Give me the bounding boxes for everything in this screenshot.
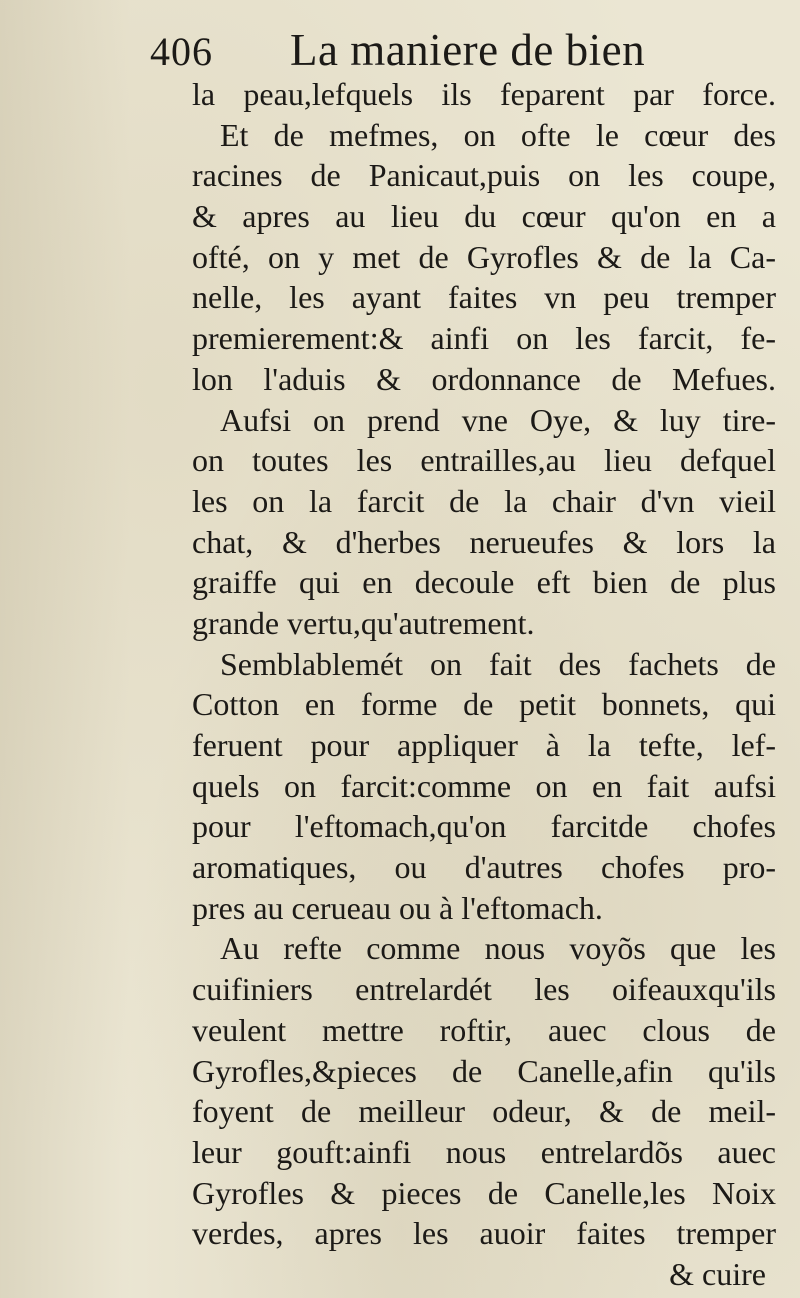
text-line: foyent de meilleur odeur, & de meil-: [192, 1093, 776, 1130]
text-line: feruent pour appliquer à la tefte, lef-: [192, 727, 776, 763]
page-fold-shadow: [0, 0, 130, 1298]
catchword: & cuire: [669, 1255, 766, 1292]
text-line: veulent mettre roftir, auec clous de: [192, 1011, 776, 1048]
text-line: leur gouft:ainfi nous entrelardõs auec: [192, 1133, 776, 1170]
text-line: lon l'aduis & ordonnance de Mefues.: [192, 360, 776, 397]
text-line: & apres au lieu du cœur qu'on en a: [192, 198, 776, 235]
text-line: grande vertu,qu'autrement.: [192, 604, 535, 641]
page-number: 406: [150, 29, 213, 74]
text-line: pres au cerueau ou à l'eftomach.: [192, 889, 603, 926]
text-line: chat, & d'herbes nerueufes & lors la: [192, 523, 776, 560]
text-line: Aufsi on prend vne Oye, & luy tire-: [220, 401, 776, 438]
text-line: nelle, les ayant faites vn peu tremper: [192, 279, 776, 316]
text-line: pour l'eftomach,qu'on farcitde chofes: [192, 808, 776, 845]
text-line: Gyrofles & pieces de Canelle,les Noix: [192, 1174, 776, 1211]
text-line: racines de Panicaut,puis on les coupe,: [192, 157, 776, 194]
text-line: ofté, on y met de Gyrofles & de la Ca-: [192, 238, 776, 275]
text-line: Gyrofles,&pieces de Canelle,afin qu'ils: [192, 1052, 776, 1089]
text-line: on toutes les entrailles,au lieu defquel: [192, 442, 776, 479]
body-text: [192, 74, 776, 1295]
text-line: graiffe qui en decoule eft bien de plus: [192, 564, 776, 601]
text-line: quels on farcit:comme on en fait aufsi: [192, 767, 776, 804]
text-line: cuifiniers entrelardét les oifeauxqu'ils: [192, 971, 776, 1008]
running-head: La maniere de bien: [290, 25, 646, 75]
text-line: premierement:& ainfi on les farcit, fe-: [192, 320, 776, 357]
page-header: [150, 14, 710, 80]
text-line: les on la farcit de la chair d'vn vieil: [192, 482, 776, 519]
text-line: aromatiques, ou d'autres chofes pro-: [192, 849, 776, 886]
text-line: Et de mefmes, on ofte le cœur des: [220, 116, 776, 153]
text-line: la peau,lefquels ils feparent par force.: [192, 76, 776, 112]
text-line: Semblablemét on fait des fachets de: [220, 645, 776, 682]
text-line: Au refte comme nous voyõs que les: [220, 930, 776, 967]
text-line: Cotton en forme de petit bonnets, qui: [192, 686, 776, 723]
text-line: verdes, apres les auoir faites tremper: [192, 1215, 776, 1252]
